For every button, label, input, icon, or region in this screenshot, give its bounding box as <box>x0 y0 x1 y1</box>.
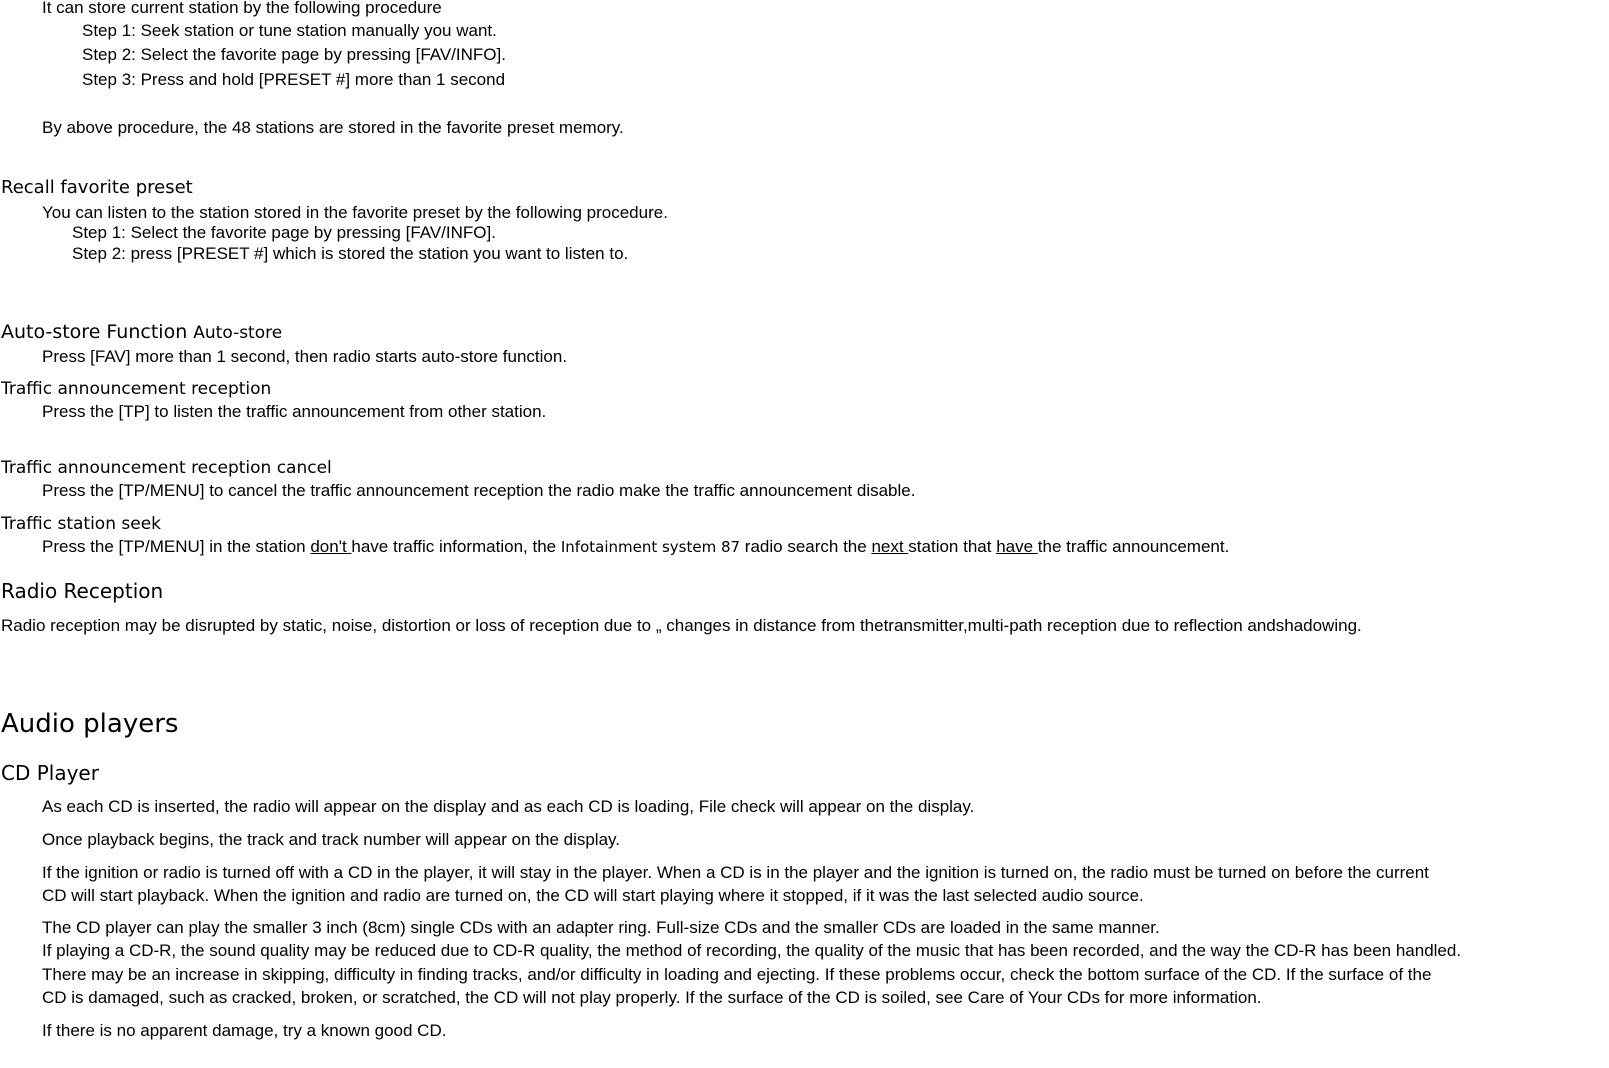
autostore-heading-text: Auto-store Function <box>1 321 188 343</box>
traffic-seek-body <box>42 537 1229 557</box>
traffic-seek-system: Infotainment system 87 <box>560 538 741 556</box>
traffic-seek-dont: don't <box>310 537 352 556</box>
traffic-seek-text-1: Press the [TP/MENU] in the station <box>42 537 311 556</box>
recall-intro: You can listen to the station stored in the favorite preset by the following procedure. <box>42 203 668 222</box>
cd-paragraph-4-line-2: If playing a CD-R, the sound quality may be reduced due to CD-R quality, the method of recording, the quality of the music that has been recorded, and the way the CD-R has been handled. <box>42 941 1462 960</box>
cd-paragraph-4-line-3: There may be an increase in skipping, difficulty in finding tracks, and/or difficulty in loading and ejecting. If these problems occur, check the bottom surface of the CD. If the surface of the <box>42 965 1432 984</box>
autostore-heading <box>1 322 282 343</box>
traffic-seek-text-5: the traffic announcement. <box>1037 537 1230 556</box>
traffic-seek-text-3: radio search the <box>740 537 872 556</box>
traffic-cancel-body: Press the [TP/MENU] to cancel the traffic announcement reception the radio make the traffic announcement disable. <box>42 481 916 500</box>
store-step-1: Step 1: Seek station or tune station manually you want. <box>82 21 497 40</box>
radio-reception-body: Radio reception may be disrupted by static, noise, distortion or loss of reception due to „ changes in distance from thetransmitter,multi-path reception due to reflection andshadowing. <box>1 616 1362 635</box>
traffic-seek-text-4: station that <box>908 537 997 556</box>
cd-paragraph-5: If there is no apparent damage, try a known good CD. <box>42 1021 447 1040</box>
store-intro: It can store current station by the following procedure <box>42 0 442 17</box>
traffic-seek-text-2: have traffic information, the <box>351 537 561 556</box>
traffic-cancel-heading: Traffic announcement reception cancel <box>1 458 332 478</box>
recall-step-1: Step 1: Select the favorite page by pressing [FAV/INFO]. <box>72 223 496 242</box>
radio-reception-heading: Radio Reception <box>1 579 164 603</box>
store-summary: By above procedure, the 48 stations are stored in the favorite preset memory. <box>42 118 624 137</box>
cd-paragraph-2: Once playback begins, the track and track number will appear on the display. <box>42 830 620 849</box>
recall-heading: Recall favorite preset <box>1 177 193 198</box>
cd-paragraph-1: As each CD is inserted, the radio will appear on the display and as each CD is loading, File check will appear on the display. <box>42 797 975 816</box>
autostore-body: Press [FAV] more than 1 second, then radio starts auto-store function. <box>42 347 568 366</box>
cd-paragraph-4-line-4: CD is damaged, such as cracked, broken, or scratched, the CD will not play properly. If the surface of the CD is soiled, see Care of Your CDs for more information. <box>42 988 1262 1007</box>
traffic-seek-have: have <box>996 537 1038 556</box>
cd-paragraph-3-line-2: CD will start playback. When the ignition and radio are turned on, the CD will start playing where it stopped, if it was the last selected audio source. <box>42 886 1144 905</box>
store-step-3: Step 3: Press and hold [PRESET #] more than 1 second <box>82 70 506 89</box>
store-step-2: Step 2: Select the favorite page by pressing [FAV/INFO]. <box>82 45 506 64</box>
recall-step-2: Step 2: press [PRESET #] which is stored the station you want to listen to. <box>72 244 629 263</box>
autostore-heading-small: Auto-store <box>193 323 283 343</box>
audio-players-heading: Audio players <box>1 709 179 739</box>
cd-paragraph-3-line-1: If the ignition or radio is turned off with a CD in the player, it will stay in the player. When a CD is in the player and the ignition is turned on, the radio must be turned on before the current <box>42 863 1429 882</box>
traffic-heading: Traffic announcement reception <box>1 379 272 399</box>
cd-player-heading: CD Player <box>1 761 99 785</box>
traffic-seek-heading: Traffic station seek <box>1 514 162 534</box>
cd-paragraph-4-line-1: The CD player can play the smaller 3 inch (8cm) single CDs with an adapter ring. Full-size CDs and the smaller CDs are loaded in the same manner. <box>42 918 1160 937</box>
traffic-body: Press the [TP] to listen the traffic announcement from other station. <box>42 402 547 421</box>
traffic-seek-next: next <box>871 537 909 556</box>
